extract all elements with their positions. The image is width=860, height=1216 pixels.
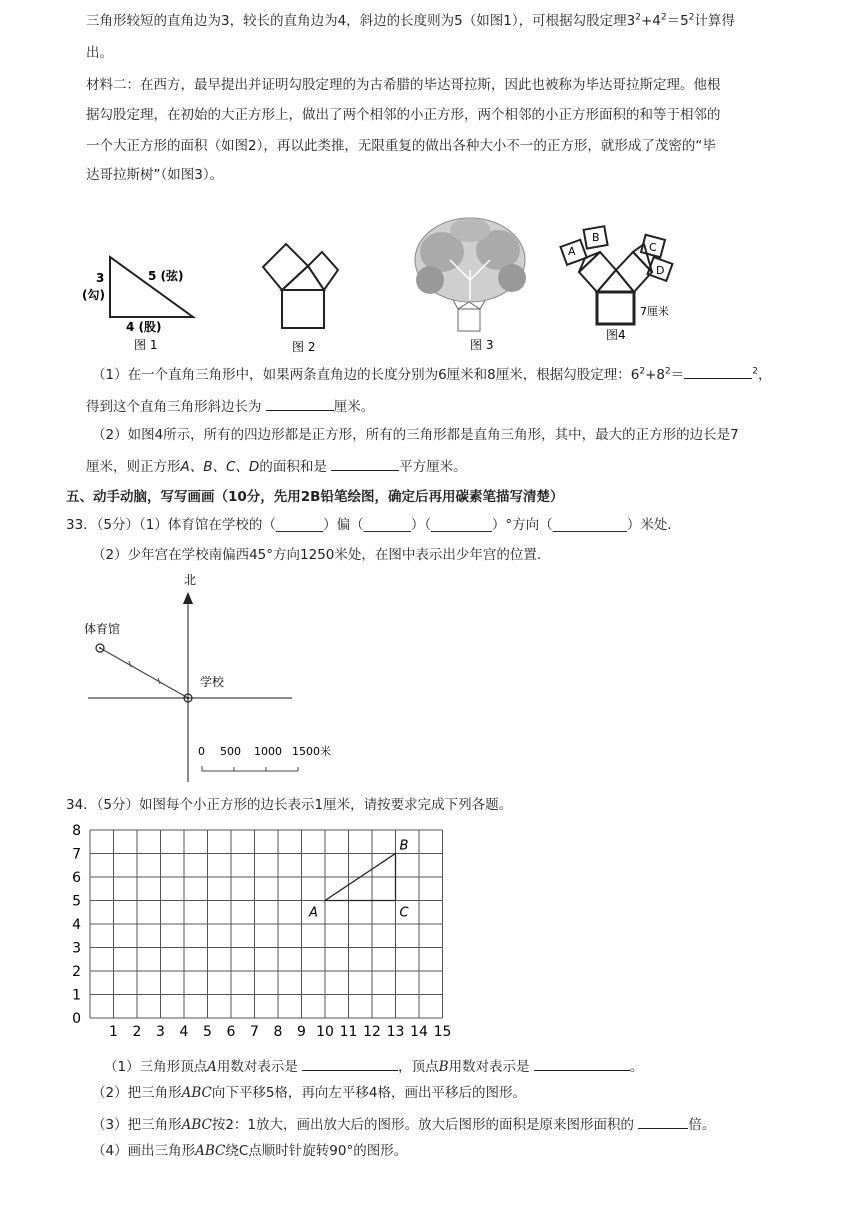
fig3-caption: 图 3 (470, 338, 494, 352)
figure-2 (263, 244, 338, 328)
figure-1 (82, 257, 193, 352)
y-tick-label: 7 (72, 846, 81, 863)
x-tick-label: 3 (156, 1024, 165, 1040)
x-tick-label: 13 (386, 1024, 405, 1040)
q34-blank-a[interactable] (302, 1056, 398, 1071)
intro-line-6: 达哥拉斯树”（如图3）。 (86, 167, 224, 183)
fig4-label-d: D (656, 264, 665, 277)
fig1-short-side: 3 (96, 271, 105, 285)
fig4-label-b: B (592, 231, 600, 244)
fig2-caption: 图 2 (292, 340, 316, 354)
y-tick-label: 6 (72, 870, 81, 886)
x-tick-label: 1 (109, 1024, 118, 1040)
x-tick-label: 9 (297, 1024, 306, 1040)
vertex-label-b: B (399, 838, 409, 854)
q34-blank-b[interactable] (534, 1056, 630, 1071)
scale-label-1500: 1500米 (292, 745, 331, 758)
figure-3-tree (415, 218, 526, 331)
q33-part2: （2）少年宫在学校南偏西45°方向1250米处，在图中表示出少年宫的位置. (92, 547, 542, 563)
vertex-label-c: C (399, 905, 409, 921)
intro-line-3: 材料二：在西方，最早提出并证明勾股定理的为古希腊的毕达哥拉斯，因此也被称为毕达哥拉斯定理。他根 (86, 77, 721, 93)
q32-part2-line2: 厘米，则正方形A、B、C、D的面积和是 平方厘米。 (86, 456, 467, 476)
q34-part1: （1）三角形顶点A用数对表示是 ，顶点B用数对表示是 。 (104, 1056, 643, 1076)
scale-label-1000: 1000 (254, 745, 282, 758)
q32-blank-2[interactable] (266, 396, 334, 411)
coordinate-grid (70, 818, 480, 1048)
intro-line-5: 一个大正方形的面积（如图2），再以此类推，无限重复的做出各种大小不一的正方形，就形成了茂密的“毕 (86, 138, 716, 154)
y-tick-label: 8 (72, 823, 81, 839)
fig4-label-c: C (649, 241, 657, 254)
q34-blank-c[interactable] (638, 1114, 688, 1129)
y-tick-label: 0 (72, 1011, 81, 1027)
x-tick-label: 12 (363, 1024, 381, 1040)
fig4-side-label: 7厘米 (640, 305, 669, 318)
fig1-short-word: (勾) (82, 288, 105, 302)
direction-map (80, 570, 380, 785)
fig1-caption: 图 1 (134, 338, 158, 352)
x-tick-label: 2 (132, 1024, 142, 1040)
section-5-heading: 五、动手动脑，写写画画（10分，先用2B铅笔绘图，确定后再用碳素笔描写清楚） (66, 489, 564, 505)
x-tick-label: 11 (339, 1024, 358, 1040)
q32-part1-line2: 得到这个直角三角形斜边长为 厘米。 (86, 396, 374, 416)
x-tick-label: 5 (203, 1024, 212, 1040)
x-tick-label: 8 (273, 1024, 283, 1040)
fig1-hypotenuse: 5 (弦) (148, 269, 184, 283)
q33-part1: 33．（5分）（1）体育馆在学校的（_______）偏（_______）（_________）°方向（___________）米处. (66, 517, 672, 533)
q32-blank-3[interactable] (331, 456, 399, 471)
x-tick-label: 10 (316, 1024, 334, 1040)
q34-part2: （2）把三角形ABC向下平移5格，再向左平移4格，画出平移后的图形。 (92, 1085, 527, 1101)
fig4-caption: 图4 (606, 328, 626, 342)
school-label: 学校 (200, 675, 225, 689)
y-tick-label: 4 (72, 917, 81, 933)
scale-label-500: 500 (220, 745, 241, 758)
q34-part4: （4）画出三角形ABC绕C点顺时针旋转90°的图形。 (92, 1143, 408, 1159)
x-tick-label: 6 (226, 1024, 236, 1040)
intro-line-2: 出。 (86, 45, 113, 61)
y-tick-label: 3 (72, 940, 81, 957)
q32-part1-line1: （1）在一个直角三角形中，如果两条直角边的长度分别为6厘米和8厘米，根据勾股定理：$6^2+8^2= ^2$， (92, 364, 771, 384)
y-tick-label: 1 (72, 987, 81, 1004)
fig4-label-a: A (568, 245, 576, 258)
y-tick-label: 5 (72, 893, 81, 910)
q34-intro: 34．（5分）如图每个小正方形的边长表示1厘米，请按要求完成下列各题。 (66, 797, 513, 813)
north-label: 北 (184, 573, 197, 587)
scale-label-0: 0 (198, 745, 205, 758)
x-tick-label: 7 (250, 1024, 259, 1040)
x-tick-label: 14 (410, 1024, 428, 1040)
intro-line-1: 三角形较短的直角边为3，较长的直角边为4，斜边的长度则为5（如图1），可根据勾股定理$3^2+4^2=5^2$计算得 (86, 12, 735, 29)
x-tick-label: 4 (179, 1024, 189, 1040)
q32-part2-line1: （2）如图4所示，所有的四边形都是正方形，所有的三角形都是直角三角形，其中，最大的正方形的边长是7 (92, 427, 739, 443)
intro-line-4: 据勾股定理，在初始的大正方形上，做出了两个相邻的小正方形，两个相邻的小正方形面积的和等于相邻的 (86, 107, 721, 123)
vertex-label-a: A (309, 905, 318, 921)
q32-blank-1[interactable] (684, 364, 752, 379)
gym-label: 体育馆 (84, 622, 121, 636)
fig1-long-side: 4 (股) (126, 320, 162, 334)
y-tick-label: 2 (72, 964, 81, 980)
scale-bar (202, 766, 298, 771)
figures-row (60, 200, 820, 360)
x-tick-label: 15 (433, 1024, 452, 1040)
q34-part3: （3）把三角形ABC按2：1放大，画出放大后的图形。放大后图形的面积是原来图形面积的 倍。 (92, 1114, 715, 1134)
